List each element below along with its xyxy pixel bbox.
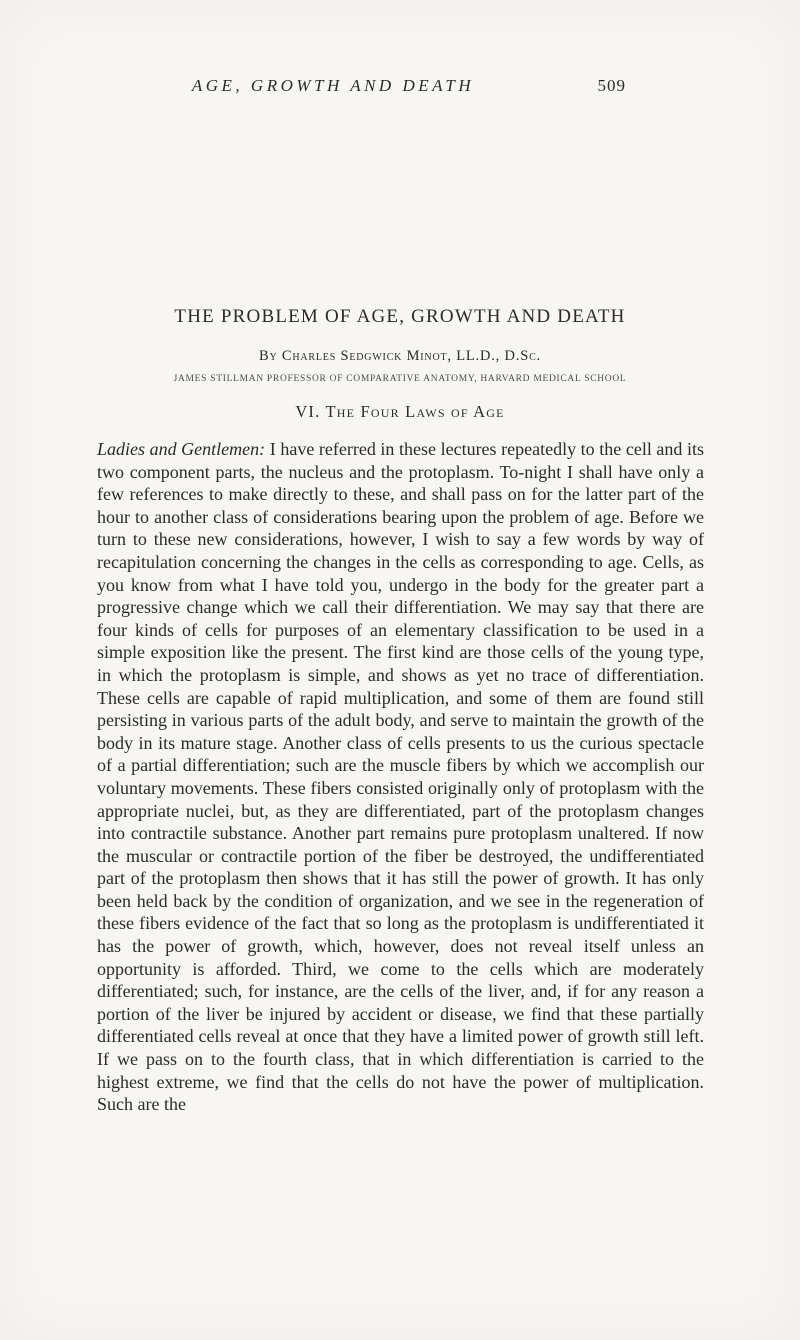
page-number: 509 — [597, 76, 626, 95]
affiliation-line: JAMES STILLMAN PROFESSOR OF COMPARATIVE ANATOMY, HARVARD MEDICAL SCHOOL — [173, 374, 627, 384]
running-title: AGE, GROWTH AND DEATH — [191, 76, 475, 95]
section-heading: VI. The Four Laws of Age — [295, 402, 505, 421]
byline: By Charles Sedgwick Minot, LL.D., D.Sc. — [259, 348, 541, 364]
body-paragraph — [97, 438, 704, 1116]
body-text: I have referred in these lectures repeatedly to the cell and its two component parts, the nucleus and the protoplasm. To-night I shall have only a few references to make directly to these, and shall pass on for the latter part of the hour to another class of considerations bearing upon the problem of age. Before we turn to these new considerations, however, I wish to say a few words by way of recapitulation concerning the changes in the cells as corresponding to age. Cells, as you know from what I have told you, undergo in the body for the greater part a progressive change which we call their differentiation. We may say that there are four kinds of cells for purposes of an elementary classification to be used in a simple exposition like the present. The first kind are those cells of the young type, in which the protoplasm is simple, and shows as yet no trace of differentiation. These cells are capable of rapid multiplication, and some of them are found still persisting in various parts of the adult body, and serve to maintain the growth of the body in its mature stage. Another class of cells presents to us the curious spectacle of a partial differentiation; such are the muscle fibers by which we accomplish our voluntary movements. These fibers consisted originally only of protoplasm with the appropriate nuclei, but, as they are differentiated, part of the protoplasm changes into contractile substance. Another part remains pure protoplasm unaltered. If now the muscular or contractile portion of the fiber be destroyed, the undifferentiated part of the protoplasm then shows that it has still the power of growth. It has only been held back by the condition of organization, and we see in the regeneration of these fibers evidence of the fact that so long as the protoplasm is undifferentiated it has the power of growth, which, however, does not reveal itself unless an opportunity is afforded. Third, we come to the cells which are moderately differentiated; such, for instance, are the cells of the liver, and, if for any reason a portion of the liver be injured by accident or disease, we find that these partially differentiated cells reveal at once that they have a limited power of growth still left. If we pass on to the fourth class, that in which differentiation is carried to the highest extreme, we find that the cells do not have the power of multiplication. Such are the — [97, 439, 705, 1115]
salutation: Ladies and Gentlemen: — [97, 439, 266, 459]
article-title: THE PROBLEM OF AGE, GROWTH AND DEATH — [174, 306, 626, 327]
running-header — [98, 76, 704, 100]
